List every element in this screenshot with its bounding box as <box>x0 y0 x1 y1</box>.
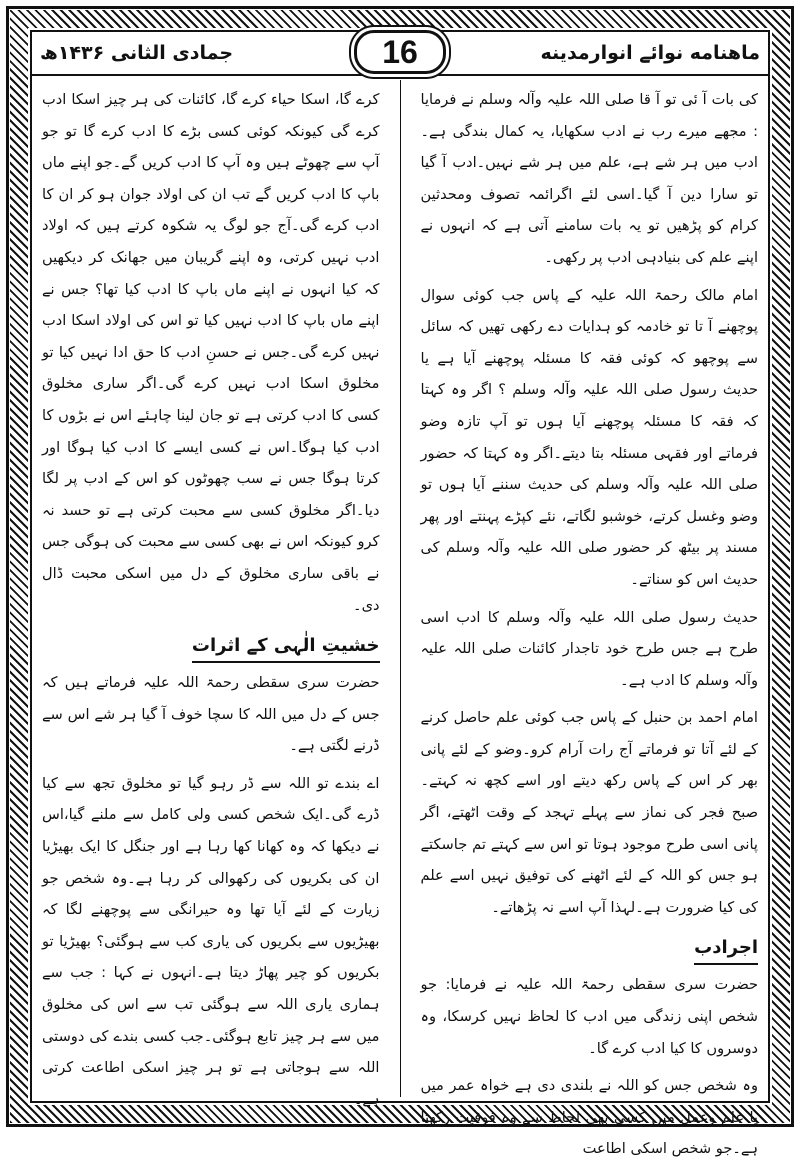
paragraph: کی بات آ ئی تو آ قا صلی اللہ علیہ وآلہ وسلم نے فرمایا : مجھے میرے رب نے ادب سکھایا، یہ کمال بندگی ہے۔ادب میں ہر شے ہے، علم میں ہر شے نہیں۔ادب آ گیا تو سارا دین آ گیا۔اسی لئے اگرائمہ تصوف ومحدثین کرام کو پڑھیں تو یہ بات سامنے آتی ہے کہ انہوں نے اپنے علم کی بنیادہی ادب پر رکھی۔ <box>420 91 758 266</box>
article-body <box>36 80 764 1158</box>
right-column <box>415 80 765 1158</box>
column-divider <box>400 80 401 1097</box>
paragraph: حضرت سری سقطی رحمۃ اللہ علیہ فرماتے ہیں کہ جس کے دل میں اللہ کا سچا خوف آ گیا ہر شے اس سے ڈرنے لگتی ہے۔ <box>42 674 380 755</box>
section-heading: اجرادب <box>694 933 758 965</box>
page-number: 16 <box>354 30 446 74</box>
paragraph: امام مالک رحمۃ اللہ علیہ کے پاس جب کوئی سوال پوچھنے آ تا تو خادمہ کو ہدایات دے رکھی تھیں کہ سائل سے پوچھو کہ کوئی فقہ کا مسئلہ پوچھنے آیا ہے یا حدیث رسول صلی اللہ علیہ وآلہ وسلم ؟ اگر وہ کہتا کہ فقہ کا مسئلہ پوچھنے آیا ہوں تو آپ تازہ وضو فرماتے اور فقہی مسئلہ بتا دیتے۔اگر وہ کہتا کہ حضور صلی اللہ علیہ وآلہ وسلم کی حدیث سننے آیا ہوں تو وضو وغسل کرتے، خوشبو لگاتے، نئے کپڑے پہنتے اور پھر مسند پر بیٹھ کر حضور صلی اللہ علیہ وآلہ وسلم کی حدیث اس کو سناتے۔ <box>420 286 758 588</box>
section-heading: خشیتِ الٰہی کے اثرات <box>192 631 380 663</box>
issue-date: جمادی الثانی ۱۴۳۶ھ <box>40 42 234 64</box>
magazine-title: ماهنامه نوائے انوارمدینه <box>540 42 760 64</box>
paragraph: حضرت سری سقطی رحمۃ اللہ علیہ نے فرمایا: جو شخص اپنی زندگی میں ادب کا لحاظ نہیں کرسکا، وہ دوسروں کا کیا ادب کرے گا۔ <box>420 976 758 1057</box>
paragraph: اے بندے تو اللہ سے ڈر رہو گیا تو مخلوق تجھ سے کیا ڈرے گی۔ایک شخص کسی ولی کامل سے ملنے گیا،اس نے دیکھا کہ وہ کھانا کھا رہا ہے اور جنگل کا ایک بھیڑیا ان کی بکریوں کی رکھوالی کر رہا ہے۔وہ شخص جو زیارت کے لئے آیا تھا وہ حیرانگی سے پوچھنے لگا کہ بھیڑیوں سے بکریوں کی یاری کب سے ہوگئی؟ بھیڑیا تو بکریوں کو چیر پھاڑ دیتا ہے۔انہوں نے کہا : جب سے ہماری یاری اللہ سے ہوگئی تب سے اس کی مخلوق میں سے ہر چیز تابع ہوگئی۔جب کسی بندے کی دوستی اللہ سے ہوجاتی ہے تو ہر چیز اسکی اطاعت کرتی ہے۔ <box>42 774 380 1108</box>
paragraph: حدیث رسول صلی اللہ علیہ وآلہ وسلم کا ادب اسی طرح ہے جس طرح خود تاجدار کائنات صلی اللہ علیہ وآلہ وسلم کا ادب ہے۔ <box>420 608 758 689</box>
left-column <box>36 80 386 1108</box>
paragraph: امام احمد بن حنبل کے پاس جب کوئی علم حاصل کرنے کے لئے آتا تو فرماتے آج رات آرام کرو۔وضو کے لئے پانی بھر کر اس کے پاس رکھ دیتے اور اسے کچھ نہ کہتے۔صبح فجر کی نماز سے پہلے تہجد کے وقت اٹھتے، اگر پانی اسی طرح موجود ہوتا تو اس سے کہتے تم جاسکتے ہو جس کو اللہ کے لئے اٹھنے کی توفیق نہیں اسے علم کی کیا ضرورت ہے۔لہذا آپ اسے نہ پڑھاتے۔ <box>420 709 758 916</box>
paragraph: وہ شخص جس کو اللہ نے بلندی دی ہے خواہ عمر میں یا علم وعمل میں کسی بھی لحاظ سے وہ فوقیت رکھتا ہے۔جو شخص اسکی اطاعت <box>420 1077 758 1158</box>
paragraph: کرے گا، اسکا حیاء کرے گا، کائنات کی ہر چیز اسکا ادب کرے گی کیونکہ کوئی کسی بڑے کا ادب کرے گا تو جو آپ سے چھوٹے ہیں وہ آپ کا ادب کریں گے۔جو اپنے ماں باپ کا ادب کریں گے تب ان کی اولاد جوان ہو کر ان کا ادب کرے گی۔آج جو لوگ یہ شکوہ کرتے ہیں کہ اولاد ادب نہیں کرتی، وہ اپنے گریبان میں جھانک کر دیکھیں کہ کیا انہوں نے اپنے ماں باپ کا ادب کیا تھا؟ جس نے اپنے ماں باپ کا ادب نہیں کیا تو اس کی اولاد اسکا ادب نہیں کرے گی۔جس نے حسنِ ادب کا حق ادا نہیں کیا تو مخلوق اسکا ادب نہیں کرے گی۔اگر ساری مخلوق کسی کا ادب کرتی ہے تو جان لینا چاہئے اس نے بڑوں کا ادب کیا ہوگا۔اس نے کسی ایسے کا ادب کیا ہوگا اور کرتا ہوگا جس نے سب چھوٹوں کو اس کے ادب پر لگا دیا۔اگر مخلوق کسی سے محبت کرتی ہے تو حسد نہ کرو کیونکہ اس نے بھی کسی سے محبت کی ہوگی جس نے باقی ساری مخلوق کے دل میں اسکی محبت ڈال دی۔ <box>42 91 380 614</box>
